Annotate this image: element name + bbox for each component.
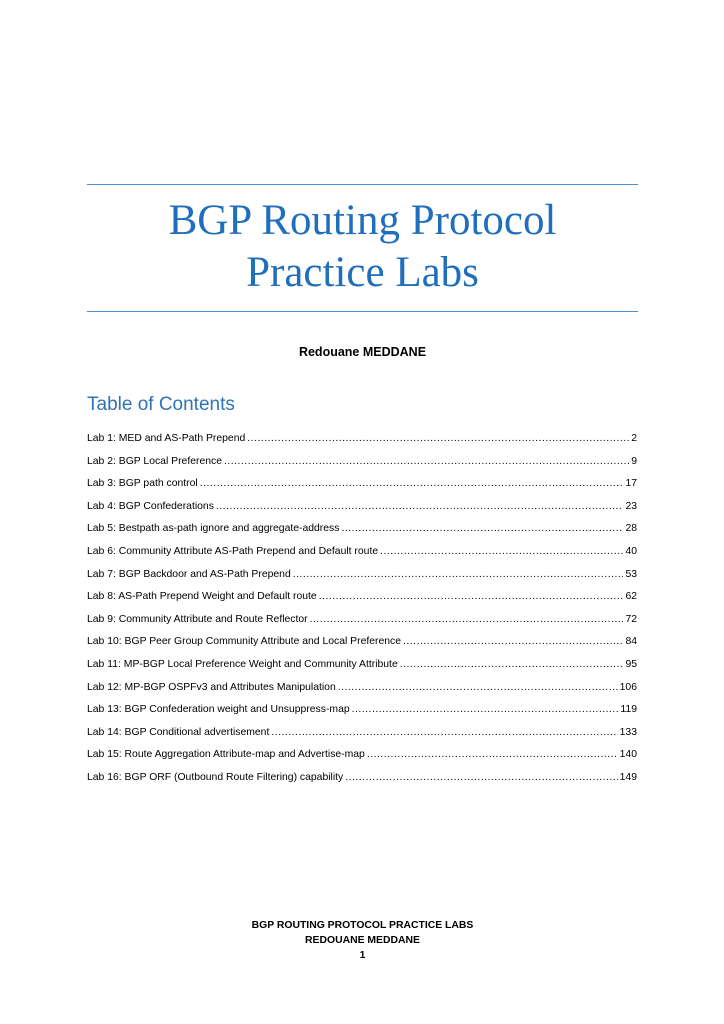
document-title <box>87 195 638 299</box>
toc-dot-leader <box>345 772 617 783</box>
toc-heading: Table of Contents <box>87 394 235 415</box>
toc-entry[interactable] <box>87 501 637 524</box>
toc-entry-title: Lab 2: BGP Local Preference <box>87 455 222 467</box>
toc-entry[interactable] <box>87 772 637 795</box>
toc-entry[interactable] <box>87 569 637 592</box>
toc-dot-leader <box>380 546 623 557</box>
toc-entry-title: Lab 14: BGP Conditional advertisement <box>87 726 270 738</box>
toc-dot-leader <box>338 682 618 693</box>
toc-entry[interactable] <box>87 433 637 456</box>
toc-entry[interactable] <box>87 636 637 659</box>
footer-page-number: 1 <box>359 950 366 961</box>
toc-entry[interactable] <box>87 682 637 705</box>
toc-dot-leader <box>200 478 624 489</box>
toc-dot-leader <box>310 614 624 625</box>
footer-title: BGP ROUTING PROTOCOL PRACTICE LABS <box>251 920 474 931</box>
toc-entry[interactable] <box>87 749 637 772</box>
toc-entry-page: 62 <box>625 591 637 603</box>
toc-entry-page: 95 <box>625 658 637 670</box>
toc-entry-page: 72 <box>625 613 637 625</box>
toc-dot-leader <box>367 749 618 760</box>
toc-entry-page: 53 <box>625 568 637 580</box>
toc-entry-page: 2 <box>631 433 637 444</box>
toc-entry-title: Lab 10: BGP Peer Group Community Attribute and Local Preference <box>87 636 402 648</box>
toc-entry-page: 9 <box>631 455 637 467</box>
toc-dot-leader <box>352 704 619 715</box>
title-line-1: BGP Routing Protocol <box>168 197 557 244</box>
toc-entry[interactable] <box>87 546 637 569</box>
footer-author: REDOUANE MEDDANE <box>305 935 420 946</box>
toc-entry-title: Lab 12: MP-BGP OSPFv3 and Attributes Manipulation <box>87 681 336 693</box>
table-of-contents <box>87 433 637 795</box>
toc-dot-leader <box>216 501 624 512</box>
toc-entry-title: Lab 13: BGP Confederation weight and Unsuppress-map <box>87 704 350 716</box>
toc-entry-title: Lab 8: AS-Path Prepend Weight and Default route <box>87 591 317 603</box>
toc-entry-title: Lab 11: MP-BGP Local Preference Weight and Community Attribute <box>87 658 398 670</box>
toc-dot-leader <box>293 569 624 580</box>
toc-entry-page: 28 <box>625 523 637 535</box>
toc-entry[interactable] <box>87 456 637 479</box>
toc-entry-page: 119 <box>620 704 637 716</box>
page-footer <box>87 918 638 963</box>
toc-dot-leader <box>271 727 617 738</box>
toc-entry-page: 40 <box>625 545 637 557</box>
toc-dot-leader <box>341 523 623 534</box>
toc-entry-title: Lab 7: BGP Backdoor and AS-Path Prepend <box>87 568 291 580</box>
toc-entry-page: 17 <box>625 478 637 490</box>
toc-dot-leader <box>224 456 629 467</box>
toc-entry-title: Lab 1: MED and AS-Path Prepend <box>87 433 246 444</box>
toc-entry[interactable] <box>87 523 637 546</box>
toc-entry[interactable] <box>87 591 637 614</box>
author-name: Redouane MEDDANE <box>298 345 427 359</box>
toc-entry-page: 140 <box>619 749 637 761</box>
toc-entry-title: Lab 3: BGP path control <box>87 478 198 490</box>
title-line-2: Practice Labs <box>246 249 479 296</box>
toc-dot-leader <box>247 433 629 444</box>
toc-entry-page: 133 <box>619 726 637 738</box>
toc-entry[interactable] <box>87 478 637 501</box>
toc-entry[interactable] <box>87 659 637 682</box>
toc-entry-page: 149 <box>619 771 637 783</box>
toc-entry-page: 84 <box>625 636 637 648</box>
toc-dot-leader <box>403 636 623 647</box>
toc-entry-title: Lab 6: Community Attribute AS-Path Prepend and Default route <box>87 545 379 557</box>
toc-dot-leader <box>319 591 624 602</box>
toc-entry-title: Lab 9: Community Attribute and Route Reflector <box>87 613 308 625</box>
toc-dot-leader <box>400 659 624 670</box>
title-top-rule <box>87 184 638 185</box>
toc-entry-title: Lab 5: Bestpath as-path ignore and aggregate-address <box>87 523 340 535</box>
toc-entry-page: 106 <box>619 681 637 693</box>
toc-entry-title: Lab 4: BGP Confederations <box>87 500 214 512</box>
toc-entry[interactable] <box>87 727 637 750</box>
toc-entry-page: 23 <box>625 500 637 512</box>
title-bottom-rule <box>87 311 638 312</box>
toc-entry[interactable] <box>87 614 637 637</box>
toc-entry[interactable] <box>87 704 637 727</box>
toc-entry-title: Lab 15: Route Aggregation Attribute-map and Advertise-map <box>87 749 365 761</box>
toc-entry-title: Lab 16: BGP ORF (Outbound Route Filtering) capability <box>87 771 344 783</box>
